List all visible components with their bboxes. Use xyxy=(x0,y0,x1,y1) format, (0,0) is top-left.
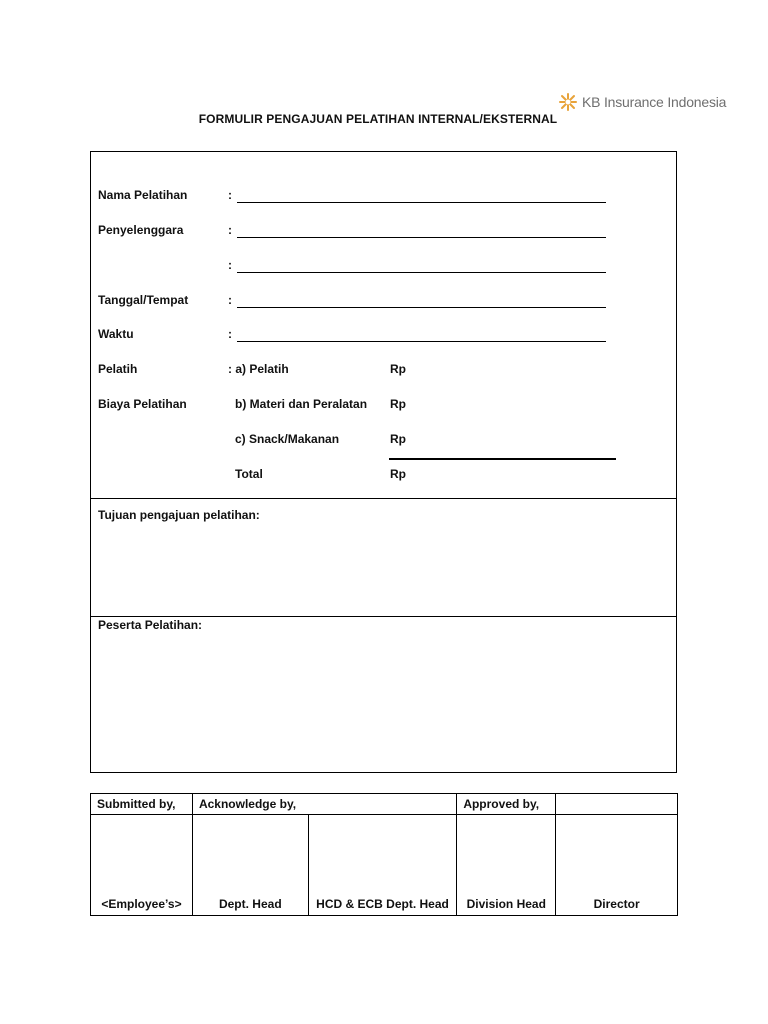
form-title-text: FORMULIR PENGAJUAN PELATIHAN INTERNAL/EKSTERNAL xyxy=(198,112,558,126)
header-acknowledge-by: Acknowledge by, xyxy=(192,794,456,815)
header-approved-by: Approved by, xyxy=(457,794,556,815)
cost-item-pelatih xyxy=(228,362,289,376)
cost-rp-materi: Rp xyxy=(390,397,406,411)
company-logo xyxy=(557,91,726,113)
header-empty-cell xyxy=(556,794,678,815)
pelatih-label: Pelatih xyxy=(98,362,138,376)
nama-pelatihan-input-line[interactable] xyxy=(237,190,606,203)
field-label-tanggal-tempat: Tanggal/Tempat xyxy=(98,293,189,307)
cost-item-prefix: : xyxy=(228,362,236,376)
signature-hcd-ecb-dept-head[interactable]: HCD & ECB Dept. Head xyxy=(308,815,457,916)
signature-division-head[interactable]: Division Head xyxy=(457,815,556,916)
penyelenggara-extra-input-line[interactable] xyxy=(237,260,606,273)
approval-table xyxy=(90,793,678,916)
section-divider xyxy=(91,498,676,499)
approval-header-row xyxy=(91,794,678,815)
field-colon: : xyxy=(228,223,232,237)
approval-signature-row xyxy=(91,815,678,916)
cost-item-snack: c) Snack/Makanan xyxy=(235,432,340,446)
field-label-penyelenggara: Penyelenggara xyxy=(98,223,184,237)
biaya-pelatihan-label: Biaya Pelatihan xyxy=(98,397,187,411)
kb-star-logo-icon xyxy=(557,92,579,112)
waktu-input-line[interactable] xyxy=(237,329,606,342)
header-submitted-by: Submitted by, xyxy=(91,794,193,815)
signature-employee[interactable]: <Employee’s> xyxy=(91,815,193,916)
cost-item-materi: b) Materi dan Peralatan xyxy=(235,397,368,411)
field-colon: : xyxy=(228,188,232,202)
training-form-box xyxy=(90,151,677,773)
field-colon: : xyxy=(228,258,232,272)
section-divider xyxy=(91,616,676,617)
signature-director[interactable]: Director xyxy=(556,815,678,916)
cost-rp-pelatih: Rp xyxy=(390,362,406,376)
total-divider xyxy=(389,458,616,460)
cost-rp-total: Rp xyxy=(390,467,406,481)
peserta-text-area[interactable] xyxy=(91,636,676,770)
form-title xyxy=(0,112,768,126)
cost-item-name: a) Pelatih xyxy=(235,362,289,376)
field-label-waktu: Waktu xyxy=(98,327,134,341)
tujuan-label: Tujuan pengajuan pelatihan: xyxy=(98,508,260,522)
field-label-nama-pelatihan: Nama Pelatihan xyxy=(98,188,188,202)
field-colon: : xyxy=(228,327,232,341)
tujuan-text-area[interactable] xyxy=(91,526,676,614)
tanggal-tempat-input-line[interactable] xyxy=(237,295,606,308)
logo-text: KB Insurance Indonesia xyxy=(582,94,727,110)
field-colon: : xyxy=(228,293,232,307)
penyelenggara-input-line[interactable] xyxy=(237,225,606,238)
cost-rp-snack: Rp xyxy=(390,432,406,446)
signature-dept-head[interactable]: Dept. Head xyxy=(192,815,308,916)
cost-item-total: Total xyxy=(235,467,263,481)
peserta-label: Peserta Pelatihan: xyxy=(98,618,203,632)
